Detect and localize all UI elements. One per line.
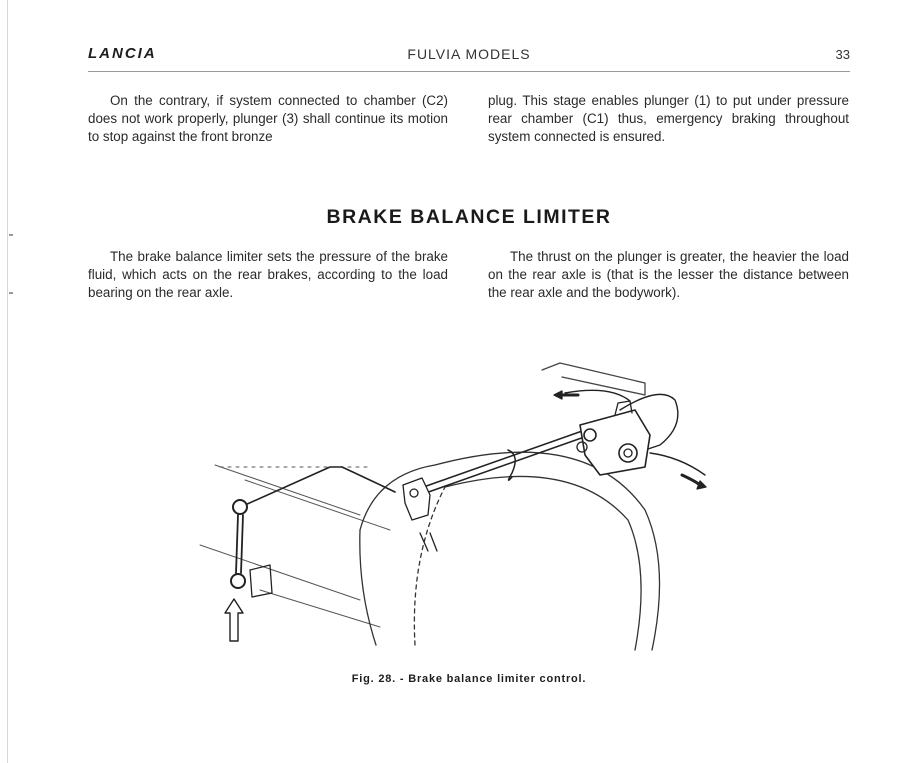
header-rule (88, 71, 850, 72)
figure-caption: Fig. 28. - Brake balance limiter control. (351, 673, 587, 685)
section-left-column (88, 248, 448, 303)
running-title: FULVIA MODELS (407, 46, 531, 62)
chassis-lines (200, 465, 390, 627)
page-number: 33 (835, 47, 850, 62)
vertical-link (231, 500, 272, 597)
section-heading: BRAKE BALANCE LIMITER (326, 206, 612, 228)
intro-right-paragraph: plug. This stage enables plunger (1) to put under pressure rear chamber (C1) thus, emergency braking throughout system connected is ensured. (488, 93, 849, 145)
margin-mark (9, 292, 13, 294)
section-right-paragraph: The thrust on the plunger is greater, the heavier the load on the rear axle is (that is the lesser the distance between the rear axle and the bodywork). (488, 249, 849, 301)
rod-clip (508, 450, 515, 480)
rear-wheel (360, 452, 660, 650)
page-edge-rule (7, 0, 8, 763)
load-arrow-icon (225, 599, 243, 641)
margin-mark (9, 234, 13, 236)
rod-clamp (403, 478, 437, 551)
brake-limiter-illustration (190, 355, 750, 655)
intro-left-column (88, 92, 448, 147)
linkage-rod (245, 423, 620, 505)
intro-left-paragraph: On the contrary, if system connected to chamber (C2) does not work properly, plunger (3) shall continue its motion to stop against the front bronze (88, 93, 448, 145)
section-left-paragraph: The brake balance limiter sets the pressure of the brake fluid, which acts on the rear brakes, according to the load bearing on the rear axle. (88, 249, 448, 301)
intro-right-column (488, 92, 849, 147)
brand-logo: LANCIA (88, 45, 157, 62)
section-right-column (488, 248, 849, 303)
page-header (88, 45, 850, 67)
